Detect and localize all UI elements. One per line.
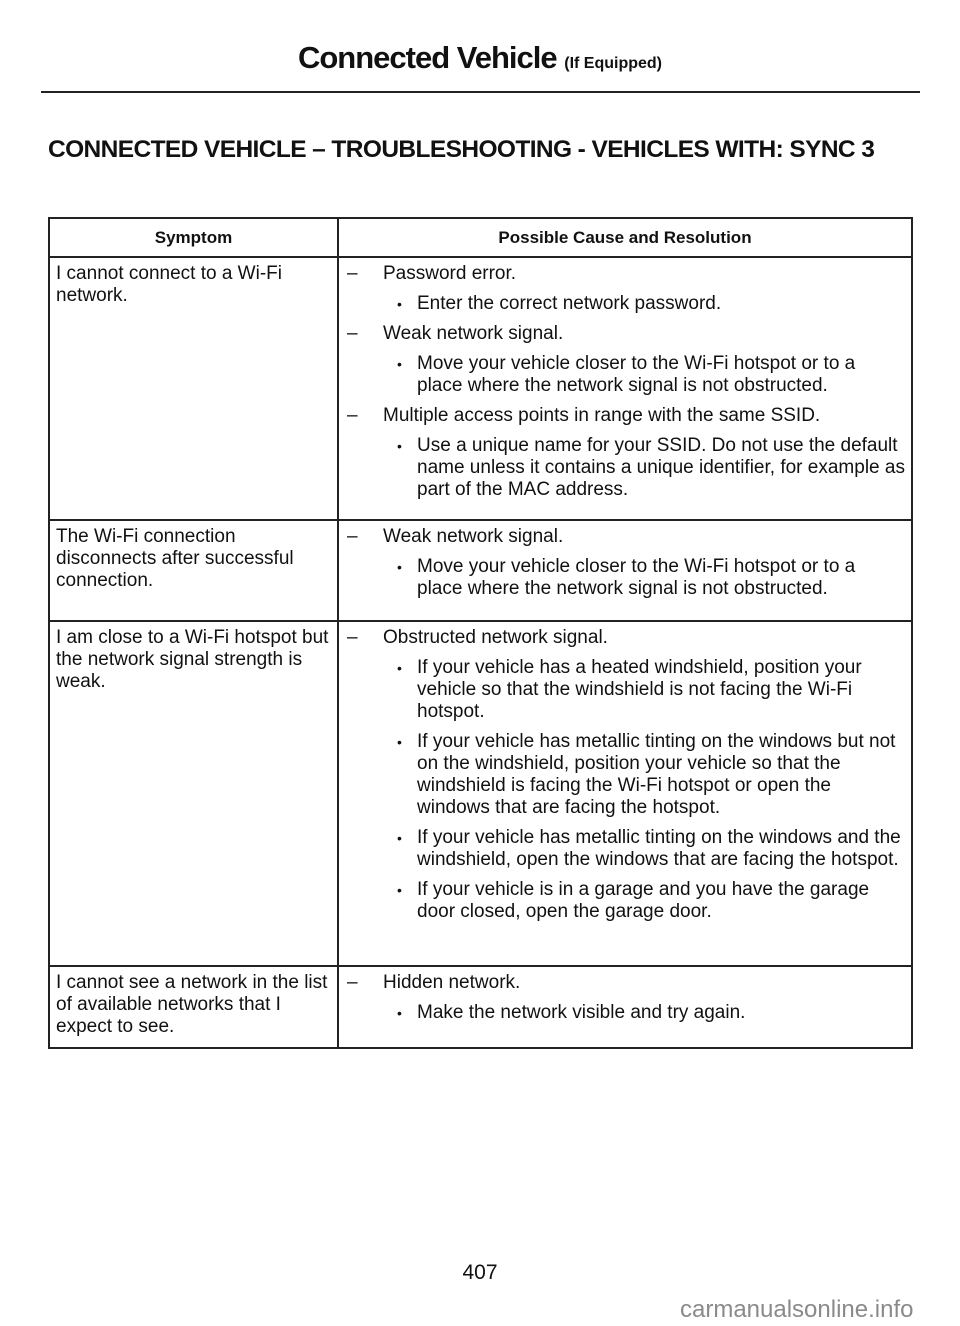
- header-rule: [41, 91, 920, 93]
- column-header-symptom: Symptom: [49, 218, 338, 257]
- cause-item: – Weak network signal.: [347, 323, 905, 345]
- resolution-bullet: • Move your vehicle closer to the Wi-Fi hotspot or to a place where the network signal is not obstructed.: [347, 556, 905, 600]
- table-row: [49, 621, 912, 966]
- watermark: carmanualsonline.info: [680, 1296, 914, 1323]
- resolution-bullet: • If your vehicle is in a garage and you have the garage door closed, open the garage door.: [347, 879, 905, 923]
- symptom-cell: The Wi-Fi connection disconnects after successful connection.: [49, 520, 338, 621]
- resolution-bullet: • Move your vehicle closer to the Wi-Fi hotspot or to a place where the network signal is not obstructed.: [347, 353, 905, 397]
- header-title: Connected Vehicle: [297, 40, 557, 75]
- cause-item: – Obstructed network signal.: [347, 627, 905, 649]
- resolution-bullet: • If your vehicle has metallic tinting on the windows but not on the windshield, position your vehicle so that the windshield is facing the Wi-Fi hotspot or open the windows that are facing the hotspot.: [347, 731, 905, 819]
- symptom-cell: I am close to a Wi-Fi hotspot but the network signal strength is weak.: [49, 621, 338, 966]
- cause-item: – Password error.: [347, 263, 905, 285]
- resolution-cell: [338, 257, 912, 520]
- table-row: [49, 966, 912, 1048]
- resolution-bullet: • If your vehicle has metallic tinting on the windows and the windshield, open the windows that are facing the hotspot.: [347, 827, 905, 871]
- resolution-cell: [338, 966, 912, 1048]
- table-row: [49, 520, 912, 621]
- resolution-cell: [338, 520, 912, 621]
- resolution-cell: [338, 621, 912, 966]
- troubleshooting-table: [48, 217, 913, 1049]
- page-header: [0, 40, 960, 76]
- resolution-bullet: • If your vehicle has a heated windshield, position your vehicle so that the windshield is not facing the Wi-Fi hotspot.: [347, 657, 905, 723]
- section-title: CONNECTED VEHICLE – TROUBLESHOOTING - VEHICLES WITH: SYNC 3: [48, 136, 875, 163]
- cause-item: – Multiple access points in range with the same SSID.: [347, 405, 905, 427]
- header-suffix: (If Equipped): [564, 55, 663, 72]
- resolution-bullet: • Use a unique name for your SSID. Do not use the default name unless it contains a unique identifier, for example as part of the MAC address.: [347, 435, 905, 501]
- resolution-bullet: • Enter the correct network password.: [347, 293, 905, 315]
- table-row: [49, 257, 912, 520]
- page-number: 407: [462, 1261, 498, 1284]
- symptom-cell: I cannot connect to a Wi-Fi network.: [49, 257, 338, 520]
- cause-item: – Weak network signal.: [347, 526, 905, 548]
- symptom-cell: I cannot see a network in the list of available networks that I expect to see.: [49, 966, 338, 1048]
- resolution-bullet: • Make the network visible and try again.: [347, 1002, 905, 1024]
- column-header-resolution: Possible Cause and Resolution: [338, 218, 912, 257]
- cause-item: – Hidden network.: [347, 972, 905, 994]
